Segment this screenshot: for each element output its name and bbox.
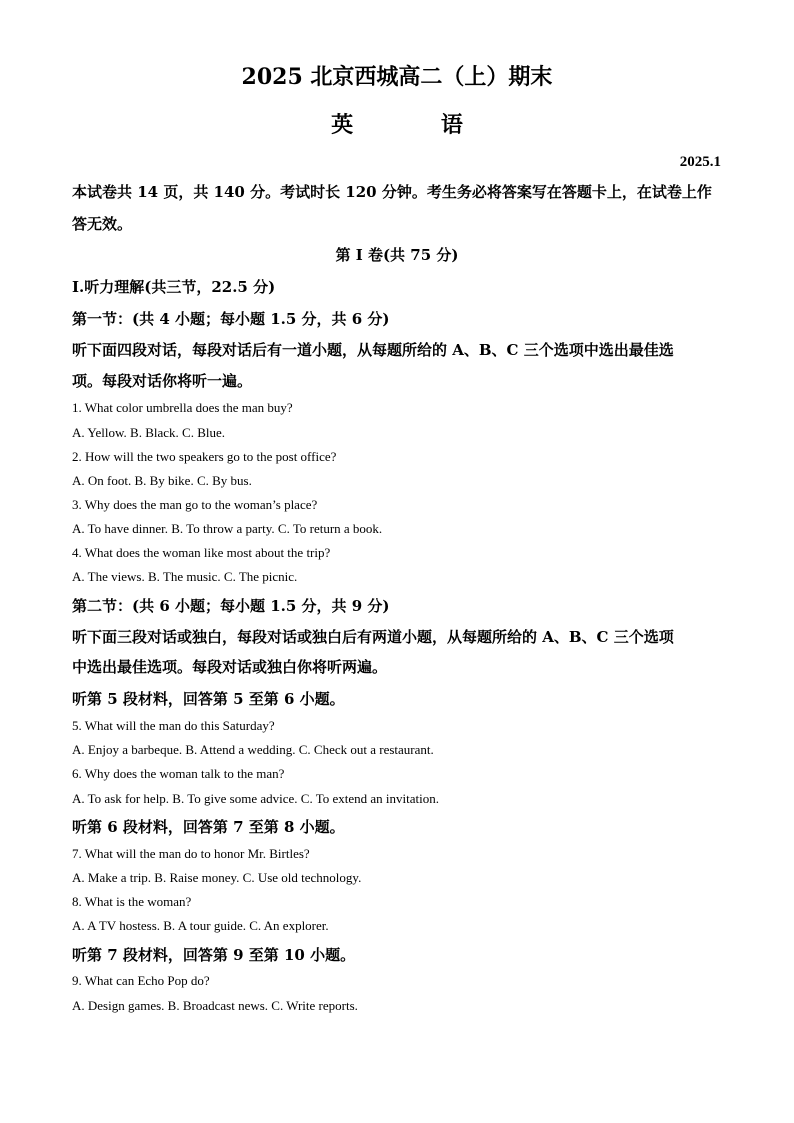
question-7-options: A. Make a trip. B. Raise money. C. Use old technology. xyxy=(72,870,362,885)
subject-title: 英 语 xyxy=(331,112,503,138)
question-2-options: A. On foot. B. By bike. C. By bus. xyxy=(72,473,252,488)
question-4-options: A. The views. B. The music. C. The picnic. xyxy=(72,569,298,584)
question-5: 5. What will the man do this Saturday? xyxy=(72,718,275,733)
question-1: 1. What color umbrella does the man buy? xyxy=(72,400,293,415)
question-6: 6. Why does the woman talk to the man? xyxy=(72,766,285,781)
section1-heading: 第一节：(共 4 小题；每小题 1.5 分，共 6 分) xyxy=(72,310,390,328)
question-9: 9. What can Echo Pop do? xyxy=(72,973,210,988)
question-1-options: A. Yellow. B. Black. C. Blue. xyxy=(72,425,225,440)
intro-line-1: 本试卷共 14 页，共 140 分。考试时长 120 分钟。考生务必将答案写在答题卡上，在试卷上作 xyxy=(72,183,712,201)
question-8-options: A. A TV hostess. B. A tour guide. C. An explorer. xyxy=(72,918,329,933)
exam-date: 2025.1 xyxy=(679,154,721,170)
exam-title: 2025 北京西城高二（上）期末 xyxy=(241,64,553,90)
section1-instruction-2: 项。每段对话你将听一遍。 xyxy=(72,372,253,390)
section1-instruction-1: 听下面四段对话，每段对话后有一道小题，从每题所给的 A、B、C 三个选项中选出最佳选 xyxy=(72,341,674,359)
part-heading: 第 I 卷(共 75 分) xyxy=(335,246,459,264)
question-3: 3. Why does the man go to the woman’s place? xyxy=(72,497,318,512)
question-3-options: A. To have dinner. B. To throw a party. C. To return a book. xyxy=(72,521,383,536)
question-4: 4. What does the woman like most about the trip? xyxy=(72,545,331,560)
section2-instruction-1: 听下面三段对话或独白，每段对话或独白后有两道小题，从每题所给的 A、B、C 三个选项 xyxy=(72,628,674,646)
question-8: 8. What is the woman? xyxy=(72,894,192,909)
intro-line-2: 答无效。 xyxy=(72,215,133,233)
section2-heading: 第二节：(共 6 小题；每小题 1.5 分，共 9 分) xyxy=(72,597,390,615)
material-7-heading: 听第 7 段材料，回答第 9 至第 10 小题。 xyxy=(72,946,356,964)
question-2: 2. How will the two speakers go to the post office? xyxy=(72,449,337,464)
question-9-options: A. Design games. B. Broadcast news. C. Write reports. xyxy=(72,998,358,1013)
question-5-options: A. Enjoy a barbeque. B. Attend a wedding. C. Check out a restaurant. xyxy=(72,742,434,757)
material-5-heading: 听第 5 段材料，回答第 5 至第 6 小题。 xyxy=(72,690,345,708)
section2-instruction-2: 中选出最佳选项。每段对话或独白你将听两遍。 xyxy=(72,658,388,676)
question-7: 7. What will the man do to honor Mr. Birtles? xyxy=(72,846,310,861)
question-6-options: A. To ask for help. B. To give some advice. C. To extend an invitation. xyxy=(72,791,439,806)
listening-heading: I.听力理解(共三节，22.5 分) xyxy=(72,278,276,296)
material-6-heading: 听第 6 段材料，回答第 7 至第 8 小题。 xyxy=(72,818,345,836)
